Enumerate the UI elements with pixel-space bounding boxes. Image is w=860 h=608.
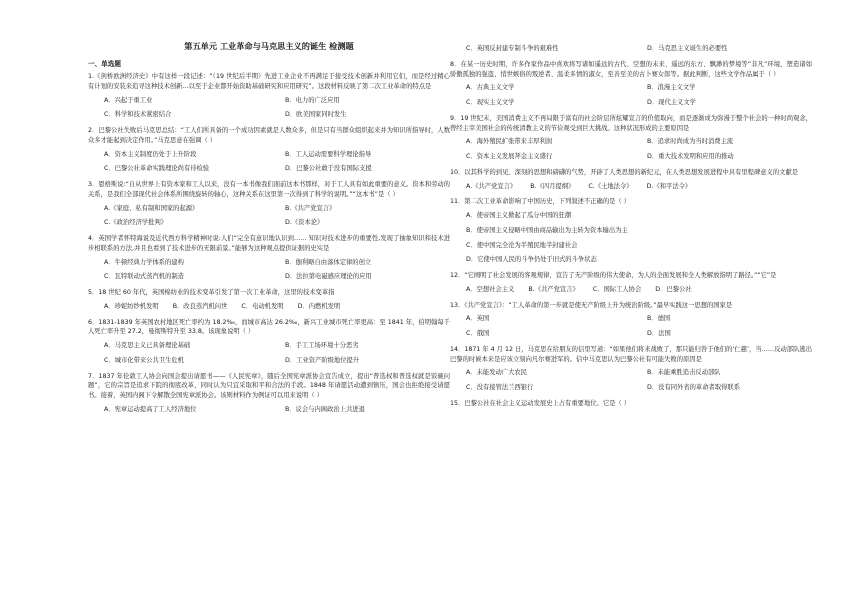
options-group [88, 96, 450, 121]
answer-option: A．兴起于重工业 [104, 96, 153, 104]
options-group [450, 285, 812, 295]
answer-option: C．国际工人协会 [592, 285, 642, 293]
answer-option: C．巴黎公社革命实践理论尚有待检验 [104, 165, 210, 173]
question-stem: 10．以其科学的到见、深刻的思想和磅礴的气势，开辟了人类思想的新纪元，在人类思想发展进程中具有里程碑意义的文献是 [450, 168, 799, 176]
answer-option: C.《土地法令》 [588, 182, 633, 190]
answer-option: B．改良蒸汽机问世 [172, 302, 228, 310]
question-stem: 15．巴黎公社在社会主义运动发展史上占有重要地位。它是（ ） [450, 399, 631, 407]
answer-option: C．现实主义文学 [466, 99, 515, 106]
options-group [88, 258, 450, 283]
answer-option: D．工业资产阶级地位提升 [285, 356, 360, 364]
answer-option: B．未能乘胜追击反动部队 [647, 369, 721, 377]
answer-option: B.《共产党宣言》 [528, 285, 579, 293]
answer-option: D．没有同外省的革命者取得联系 [647, 384, 741, 391]
options-group [450, 44, 812, 54]
answer-option: C．使中国完全沦为半殖民地半封建社会 [466, 241, 578, 249]
answer-option: B．德国 [647, 315, 671, 323]
question-stem: 7．1837 年伦敦工人协会向国会提出请愿书——《人民宪章》，随后全国宪章派协会宣告成立，提出“普选权和普选权就是饭碗问题”，它的宗旨是追求下院的彻底改革，同时认为只宜采取和平和合法的手段。1848 年请愿活动遭到镇压，国会也拒绝接受请愿书。接着，英国内阁下令解散全国宪章派协会。该则材料作为例证可以用来说明（ ） [88, 372, 450, 400]
options-group [450, 314, 812, 339]
question-stem: 9．19 世纪末，美国消费主义不再局限于富有的社会阶层所炫耀宣言的价值取向，而是逐渐成为弥漫于整个社会的一种时尚观念，曾经主宰美国社会的传统清教主义的节俭观受到巨大挑战。这种状况形成的主要原因是 [450, 114, 812, 132]
answer-option: B.《共产党宣言》 [285, 204, 336, 212]
options-group [88, 405, 450, 415]
answer-option: A．古典主义文学 [466, 84, 515, 92]
options-group [88, 302, 450, 312]
question-stem: 12．“它阐明了社会发展的客观规律，宣告了无产阶级的伟大使命，为人的全面发展和全人类解放指明了路径。”“它”是 [450, 272, 777, 279]
answer-option: A．未能发动广大农民 [466, 369, 527, 377]
answer-option: D．法国 [647, 330, 671, 337]
answer-option: D．现代主义文学 [647, 99, 696, 106]
options-group [88, 150, 450, 175]
answer-option: D．巴黎公社 [655, 285, 692, 293]
right-column [450, 40, 812, 411]
answer-option: C.《政治经济学批判》 [104, 219, 168, 227]
left-column [88, 36, 450, 421]
options-group [88, 204, 450, 229]
answer-option: A．空想社会主义 [466, 285, 515, 293]
answer-option: A．海外殖民扩张带来丰厚利润 [466, 138, 553, 146]
answer-option: B．工人运动需要科学理论指导 [285, 150, 372, 158]
options-group [88, 341, 450, 366]
answer-option: D．法拉第电磁感应理论的应用 [285, 273, 372, 281]
answer-option: B．手工工场环境十分恶劣 [285, 342, 359, 350]
answer-option: A．使帝国主义掀起了瓜分中国的狂潮 [466, 212, 572, 219]
options-group [450, 211, 812, 265]
options-group [450, 182, 812, 192]
answer-option: C．科学和技术紧密结合 [104, 111, 172, 119]
answer-option: A．珍妮纺纱机发明 [104, 302, 159, 310]
answer-option: A．资本主义制度仍处于上升阶段 [104, 150, 197, 158]
answer-option: C．英国反封建专制斗争的艰难性 [466, 45, 559, 52]
question-stem: 11．第二次工业革命影响了中国历史，下列叙述不正确的是（ ） [450, 198, 631, 206]
answer-option: A．宪章运动提高了工人经济地位 [104, 405, 197, 413]
answer-option: D．马克思主义诞生的必要性 [647, 45, 728, 52]
answer-option: B．浪漫主义文学 [647, 84, 696, 92]
answer-option: D．内燃机发明 [297, 302, 341, 310]
answer-option: D．重大技术发明和应用的推动 [647, 153, 734, 160]
question-stem: 3．恩格斯说:“自从世界上有资本家和工人以来，没有一本书像我们面前这本书那样，对于工人具有如此重要的意义。资本和劳动的关系，是我们全部现代社会体系所围绕旋转的轴心，这种关系在这里第一次得到了科学的说明。”“这本书”是（ ） [88, 181, 451, 198]
answer-option: B.《四月提纲》 [530, 182, 575, 190]
section-heading: 一、单选题 [88, 60, 121, 68]
options-group [450, 83, 812, 108]
question-stem: 6．1831-1839 年英国农村地区死亡率约为 18.2‰，而城市高达 26.2‰，新兴工业城市死亡率更高：至 1841 年，伯明翰每千人死亡率升至 27.2，曼彻斯特升至 33.8。该现象说明（ ） [88, 318, 450, 336]
page-title: 第五单元 工业革命与马克思主义的诞生 检测题 [184, 41, 354, 51]
question-stem: 14．1871 年 4 月 12 日，马克思在给朋友的信里写道：“如果他们将来战败了，那只能归咎于他们的‘仁慈’，当……反动部队逃出巴黎的时候本来是应该立刻向凡尔赛进军的。信中马克思认为巴黎公社有可能失败的原因是 [450, 345, 812, 363]
answer-option: C．资本主义发展拜金主义盛行 [466, 153, 553, 160]
answer-option: C．俄国 [466, 330, 490, 337]
answer-option: B．电力的广泛应用 [285, 96, 340, 104]
options-group [450, 368, 812, 393]
answer-option: B．议会与内阁政治上共进退 [285, 405, 365, 413]
answer-option: A.《家庭、私有制和国家的起源》 [104, 204, 199, 212]
answer-option: C．电动机发明 [241, 302, 284, 310]
answer-option: B．使帝国主义侵略中国由商品输出为主转为资本输出为主 [466, 226, 628, 234]
answer-option: C．没有接管法兰西银行 [466, 384, 534, 391]
answer-option: A．牛顿经典力学体系的建构 [104, 258, 184, 266]
question-stem: 4．英国学者怀特海说及近代西方科学精神时说:人们“完全有意识地认识到…… 知识对技术进步的重要性,发现了抽象知识和技术进步相联系的方法,并且也看到了技术进步的无限前景。”能够为这种观点提供证据的史实是 [88, 235, 450, 252]
question-stem: 2．巴黎公社失败后马克思总结：“工人们所具备的一个成功因素就是人数众多，但是只有当群众组织起来并为知识所指导时，人数众多才能起到决定作用。”马克思意在强调（ ） [88, 127, 450, 144]
answer-option: A．英国 [466, 315, 490, 323]
question-stem: 8．在某一历史时期，许多作家作品中喜欢将写诸如遥远的古代、空想的未来、遥远的东方、飘渺的梦境等“非凡”环境，塑造诸如骄傲孤独的强盗、悄世嫉俗的叛逆者、温柔多情的淑女，至善至美的古卜赛女郎等。据此判断，这些文学作品属于（ ） [450, 60, 812, 78]
options-group [450, 137, 812, 162]
answer-option: A．马克思主义已具备理论基础 [104, 342, 191, 350]
answer-option: D．欧美国家同时发生 [285, 111, 347, 119]
answer-option: D.《资本论》 [285, 219, 324, 227]
answer-option: D.《和平法令》 [646, 182, 692, 190]
answer-option: D．它使中国人民的斗争仍处于旧式的斗争状态 [466, 256, 597, 264]
answer-option: C．城市化带来公共卫生危机 [104, 356, 184, 364]
question-stem: 5．18 世纪 60 年代，英国棉纺业的技术变革引发了第一次工业革命，这里的技术变革指 [88, 289, 335, 297]
answer-option: C．瓦特联动式蒸汽机的制造 [104, 273, 184, 281]
question-stem: 1.《剑桥欧洲经济史》中有这样一段记述：“（19 世纪后半期）先进工业企业不再满足于接受技术创新并利用它们，而是经过精心有计划的安装来追寻这种技术创新…以至于企业都开始资助基础研究和应用研究”。这段材料反映了第二次工业革命的特点是 [88, 73, 450, 90]
question-stem: 13．《共产党宣言》：“工人革命的第一步就是使无产阶级上升为统治阶级。”最早实践这一思想的国家是 [450, 301, 733, 309]
answer-option: B．伽利略自由落体定律的创立 [285, 258, 372, 266]
answer-option: B．追求时尚成为当时消费主流 [647, 138, 734, 146]
answer-option: D．巴黎公社敢于没有国际支援 [285, 165, 372, 173]
answer-option: A.《共产党宣言》 [466, 182, 517, 190]
